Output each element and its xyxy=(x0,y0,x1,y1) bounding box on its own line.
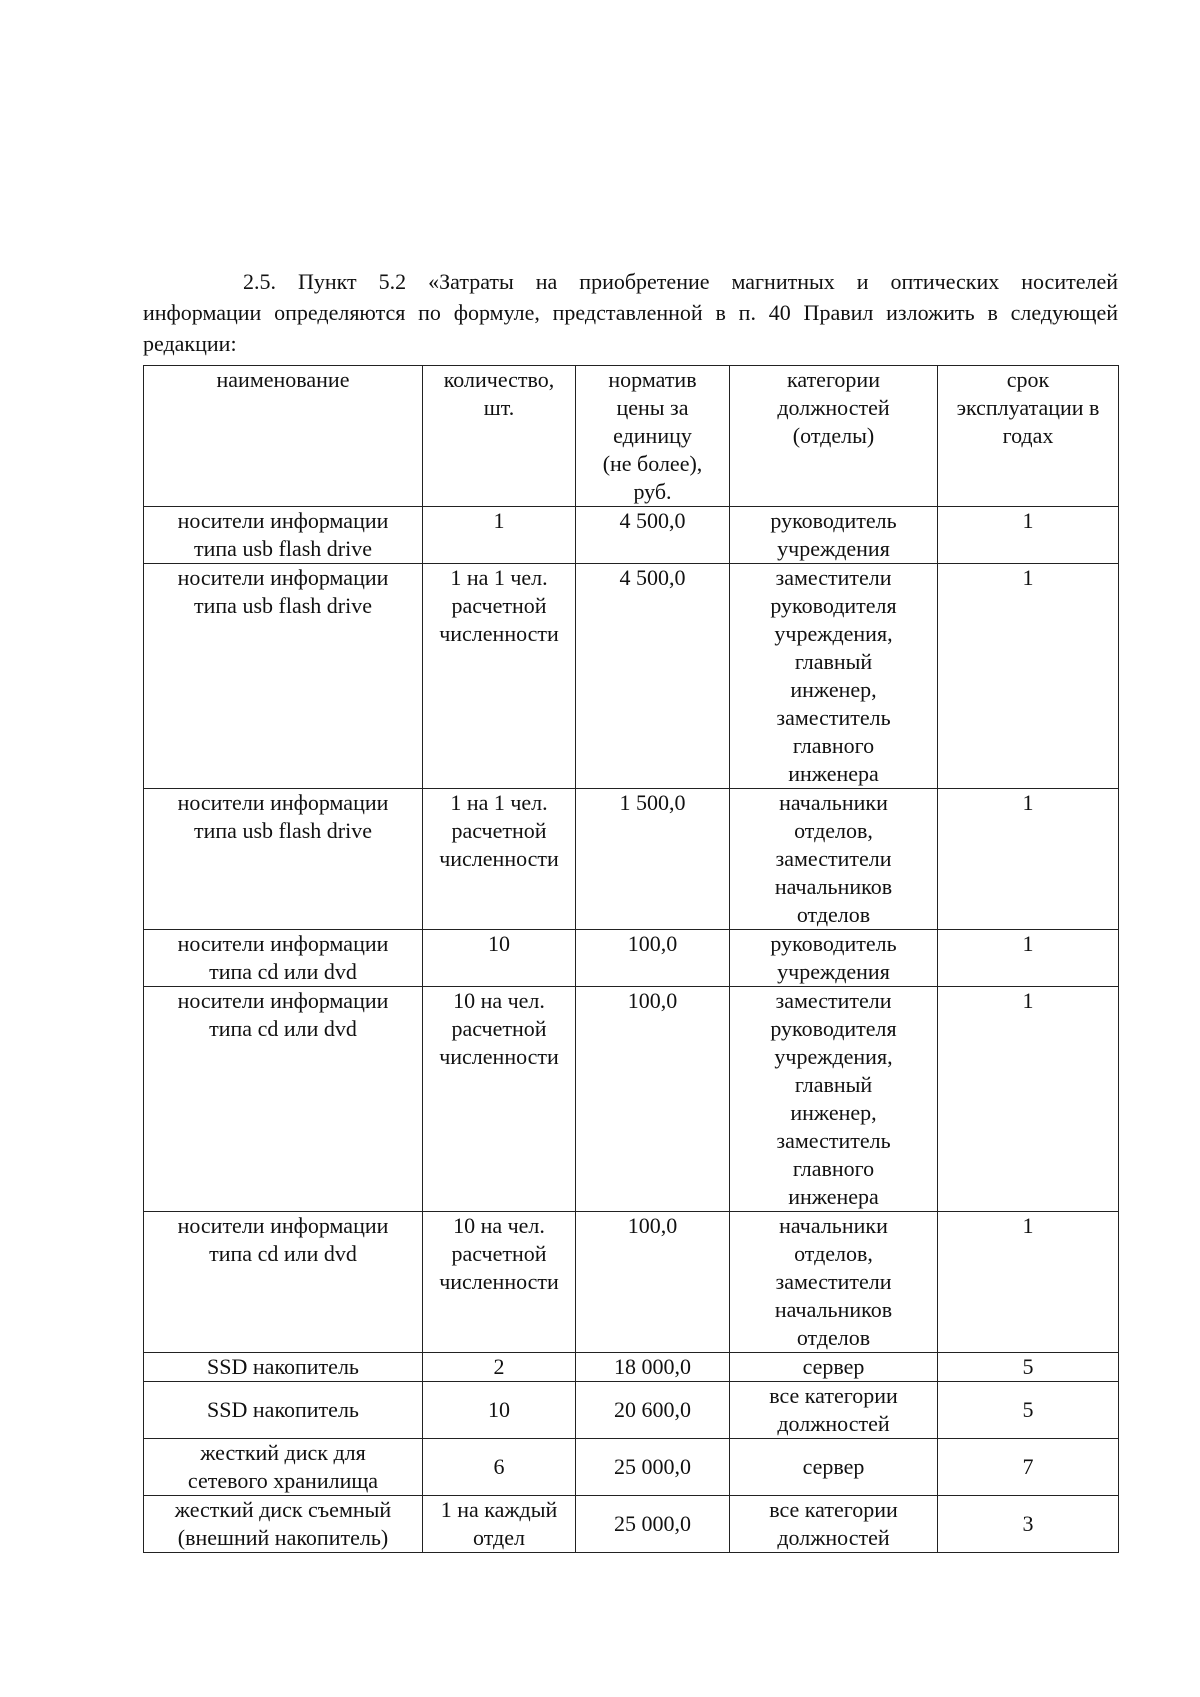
cell-category: руководитель учреждения xyxy=(730,507,938,564)
cell-price: 25 000,0 xyxy=(576,1496,730,1553)
cell-price: 1 500,0 xyxy=(576,789,730,930)
cell-price: 20 600,0 xyxy=(576,1382,730,1439)
cell-term: 1 xyxy=(938,930,1119,987)
cell-name: SSD накопитель xyxy=(144,1353,423,1382)
cell-price: 18 000,0 xyxy=(576,1353,730,1382)
cell-term: 1 xyxy=(938,987,1119,1212)
cell-quantity: 10 xyxy=(423,930,576,987)
cell-term: 1 xyxy=(938,564,1119,789)
intro-first-line: 2.5. Пункт 5.2 «Затраты на приобретение магнитных и оптических носителей xyxy=(243,269,1118,294)
cell-term: 1 xyxy=(938,507,1119,564)
cell-price: 4 500,0 xyxy=(576,564,730,789)
header-name: наименование xyxy=(144,366,423,507)
cell-term: 1 xyxy=(938,1212,1119,1353)
cell-quantity: 6 xyxy=(423,1439,576,1496)
table-row xyxy=(144,987,1119,1212)
intro-rest: информации определяются по формуле, представленной в п. 40 Правил изложить в следующей редакции: xyxy=(143,300,1118,356)
cell-term: 3 xyxy=(938,1496,1119,1553)
cell-term: 1 xyxy=(938,789,1119,930)
cell-name: носители информации типа usb flash drive xyxy=(144,564,423,789)
cell-name: SSD накопитель xyxy=(144,1382,423,1439)
intro-paragraph xyxy=(143,266,1118,359)
cell-quantity: 1 xyxy=(423,507,576,564)
header-term: срок эксплуатации в годах xyxy=(938,366,1119,507)
cell-term: 7 xyxy=(938,1439,1119,1496)
cell-term: 5 xyxy=(938,1382,1119,1439)
table-row xyxy=(144,564,1119,789)
table-row xyxy=(144,1496,1119,1553)
table-row xyxy=(144,789,1119,930)
cell-category: все категории должностей xyxy=(730,1382,938,1439)
table-body xyxy=(144,507,1119,1553)
table-row xyxy=(144,1382,1119,1439)
cell-quantity: 1 на 1 чел. расчетной численности xyxy=(423,564,576,789)
header-quantity: количество, шт. xyxy=(423,366,576,507)
cell-quantity: 10 на чел. расчетной численности xyxy=(423,1212,576,1353)
norms-table xyxy=(143,365,1119,1553)
cell-quantity: 1 на 1 чел. расчетной численности xyxy=(423,789,576,930)
cell-price: 100,0 xyxy=(576,1212,730,1353)
cell-category: заместители руководителя учреждения, главный инженер, заместитель главного инженера xyxy=(730,564,938,789)
cell-category: все категории должностей xyxy=(730,1496,938,1553)
cell-category: начальники отделов, заместители начальников отделов xyxy=(730,1212,938,1353)
table-row xyxy=(144,1353,1119,1382)
cell-name: носители информации типа cd или dvd xyxy=(144,987,423,1212)
cell-price: 25 000,0 xyxy=(576,1439,730,1496)
cell-quantity: 2 xyxy=(423,1353,576,1382)
cell-quantity: 10 на чел. расчетной численности xyxy=(423,987,576,1212)
cell-name: носители информации типа cd или dvd xyxy=(144,930,423,987)
cell-category: руководитель учреждения xyxy=(730,930,938,987)
cell-price: 100,0 xyxy=(576,930,730,987)
cell-price: 100,0 xyxy=(576,987,730,1212)
cell-category: сервер xyxy=(730,1439,938,1496)
table-row xyxy=(144,1439,1119,1496)
cell-category: сервер xyxy=(730,1353,938,1382)
cell-term: 5 xyxy=(938,1353,1119,1382)
table-row xyxy=(144,1212,1119,1353)
cell-name: жесткий диск съемный (внешний накопитель) xyxy=(144,1496,423,1553)
cell-category: начальники отделов, заместители начальников отделов xyxy=(730,789,938,930)
header-category: категории должностей (отделы) xyxy=(730,366,938,507)
table-row xyxy=(144,930,1119,987)
cell-quantity: 10 xyxy=(423,1382,576,1439)
cell-category: заместители руководителя учреждения, главный инженер, заместитель главного инженера xyxy=(730,987,938,1212)
cell-quantity: 1 на каждый отдел xyxy=(423,1496,576,1553)
cell-name: носители информации типа cd или dvd xyxy=(144,1212,423,1353)
table-row xyxy=(144,507,1119,564)
header-row xyxy=(144,366,1119,507)
cell-price: 4 500,0 xyxy=(576,507,730,564)
table-header xyxy=(144,366,1119,507)
cell-name: носители информации типа usb flash drive xyxy=(144,789,423,930)
cell-name: жесткий диск для сетевого хранилища xyxy=(144,1439,423,1496)
header-price: норматив цены за единицу (не более), руб. xyxy=(576,366,730,507)
cell-name: носители информации типа usb flash drive xyxy=(144,507,423,564)
